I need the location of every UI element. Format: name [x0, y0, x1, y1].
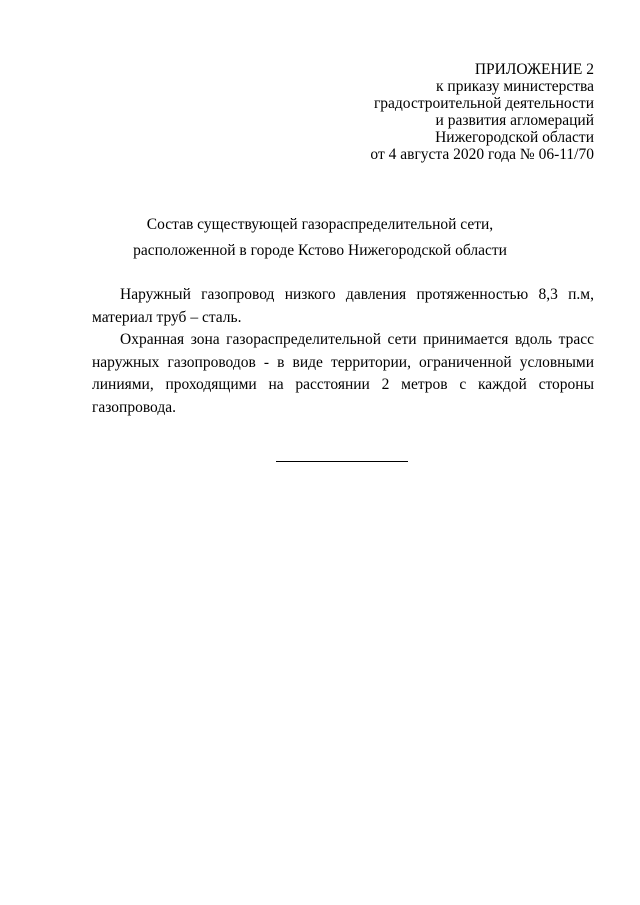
- ministry-name-line-2: и развития агломераций: [435, 112, 594, 129]
- appendix-header: [274, 61, 594, 163]
- document-title: [0, 212, 640, 264]
- pipeline-description-paragraph: Наружный газопровод низкого давления протяженностью 8,3 п.м, материал труб – сталь.: [92, 286, 594, 326]
- ministry-name-line-1: градостроительной деятельности: [373, 95, 594, 112]
- title-line-2: расположенной в городе Кстово Нижегородской области: [133, 242, 507, 259]
- appendix-number: ПРИЛОЖЕНИЕ 2: [474, 61, 594, 78]
- order-reference-line: к приказу министерства: [436, 78, 594, 95]
- region-name-line: Нижегородской области: [435, 129, 594, 146]
- title-line-1: Состав существующей газораспределительной сети,: [146, 216, 494, 233]
- protection-zone-paragraph: Охранная зона газораспределительной сети принимается вдоль трасс наружных газопроводов - в виде территории, ограниченной условными линиями, проходящими на расстоянии 2 метров с каждой стороны газопровода.: [92, 331, 594, 416]
- closing-divider-line: [276, 461, 408, 462]
- document-body: [92, 284, 594, 419]
- order-date-number: от 4 августа 2020 года № 06-11/70: [370, 146, 594, 163]
